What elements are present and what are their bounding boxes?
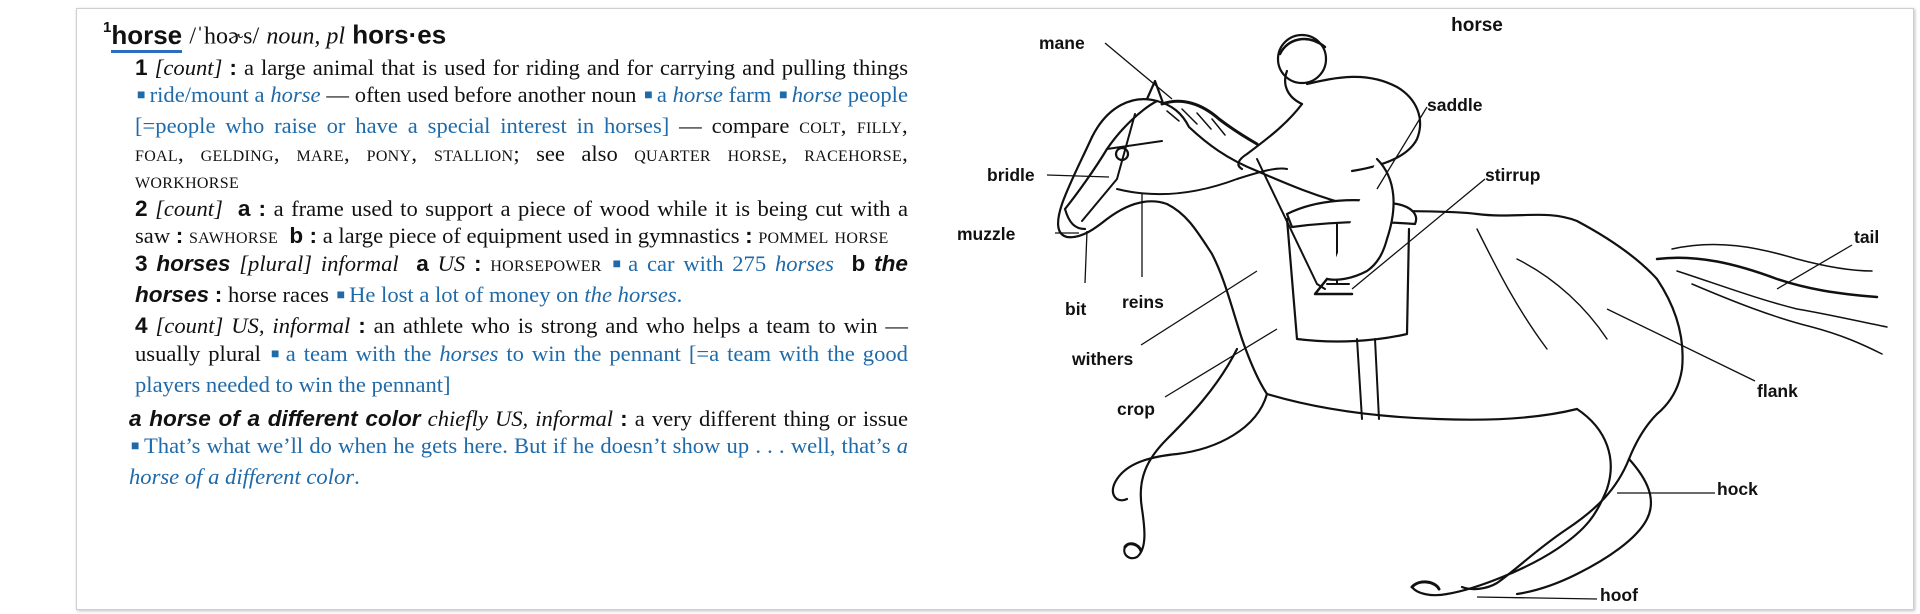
- label-withers: withers: [1072, 349, 1134, 369]
- cross-reference-link[interactable]: horsepower: [490, 250, 602, 276]
- grammar-label: [count]: [155, 313, 224, 339]
- label-reins: reins: [1122, 292, 1164, 312]
- horse-flank-lines: [1477, 229, 1607, 349]
- example-bullet-icon: ■: [131, 438, 140, 454]
- definition-text: a large piece of equipment used in gymnastics: [322, 223, 740, 249]
- example-text: a horse farm: [656, 82, 772, 108]
- saddle-girth: [1357, 339, 1379, 419]
- sense-4: 4 [count] US, informal : an athlete who is strong and who helps a team to win — usually plural ■ a team with the horses to win the pennant [=a team with the good players needed to win the pennant]: [135, 313, 909, 398]
- sense-number: 2: [135, 195, 148, 221]
- label-flank: flank: [1757, 381, 1798, 401]
- label-bit: bit: [1065, 299, 1087, 319]
- label-hoof: hoof: [1600, 585, 1638, 605]
- grammar-label: [count]: [155, 195, 223, 221]
- label-stirrup: stirrup: [1485, 165, 1541, 185]
- example-bullet-icon: ■: [336, 287, 346, 303]
- front-hoof: [1125, 544, 1141, 551]
- pronunciation: /ˈhoɚs/: [189, 23, 260, 50]
- headword[interactable]: horse: [111, 20, 182, 53]
- part-of-speech: noun, pl: [266, 23, 346, 50]
- horse-belly: [1267, 394, 1577, 420]
- dictionary-entry-card: [76, 8, 1914, 610]
- idiom-phrase: a horse of a different color: [129, 405, 421, 431]
- see-also-label: ; see also: [513, 140, 618, 166]
- horse-illustration-panel: [957, 9, 1912, 609]
- example-text: a car with 275 horses: [628, 250, 834, 276]
- leader-crop: [1165, 329, 1277, 397]
- horse-hind-leg-left: [1412, 409, 1611, 595]
- usage-label: chiefly US, informal: [427, 405, 614, 431]
- cross-reference-link[interactable]: sawhorse: [188, 223, 279, 249]
- definition-text: a frame used to support a piece of wood while it is being cut with a saw: [135, 195, 909, 249]
- cross-reference-link[interactable]: pommel horse: [758, 223, 889, 249]
- label-saddle: saddle: [1427, 95, 1483, 115]
- usage-note: — often used before another noun: [326, 82, 637, 108]
- definition-text: an athlete who is strong and who helps a team to win — usually plural: [135, 313, 909, 366]
- leader-hoof: [1477, 597, 1597, 599]
- label-mane: mane: [1039, 33, 1085, 53]
- jockey-arm: [1238, 104, 1302, 169]
- definition-text: a large animal that is used for riding and for carrying and pulling things: [243, 54, 909, 80]
- cross-reference-link[interactable]: quarter horse, racehorse, workhorse: [135, 140, 909, 194]
- cross-reference-link[interactable]: colt, filly, foal, gelding, mare, pony, stallion: [135, 113, 908, 166]
- sense-number: 4: [135, 313, 148, 339]
- usage-label: informal: [320, 250, 399, 276]
- horse-mouth: [1065, 209, 1085, 229]
- example-bullet-icon: ■: [137, 88, 146, 104]
- inflected-form: the horses: [135, 250, 908, 307]
- leader-tail: [1777, 245, 1852, 289]
- definition-text: horse races: [227, 281, 329, 307]
- example-bullet-icon: ■: [270, 346, 282, 362]
- example-text: horse people [=people who raise or have a special interest in horses]: [135, 82, 908, 139]
- label-crop: crop: [1117, 399, 1155, 419]
- example-text: a team with the horses to win the pennant [=a team with the good players needed to win the pennant]: [135, 340, 908, 398]
- leader-bit: [1085, 231, 1087, 283]
- leader-mane: [1105, 43, 1172, 99]
- example-bullet-icon: ■: [644, 88, 653, 104]
- compare-label: — compare: [679, 113, 790, 139]
- plural-form: hors·es: [352, 19, 447, 50]
- subsense-letter: b: [851, 250, 866, 276]
- label-bridle: bridle: [987, 165, 1035, 185]
- sense-number: 1: [135, 54, 148, 80]
- tail-hair-strokes: [1672, 244, 1887, 354]
- leader-bridle: [1047, 175, 1109, 177]
- definition-text: a very different thing or issue: [634, 405, 909, 431]
- region-label: US: [437, 250, 466, 276]
- sense-2: 2 [count] a : a frame used to support a piece of wood while it is being cut with a saw : sawhorse b : a large piece of equipment used in gymnastics : pommel horse: [135, 195, 909, 249]
- idiom-entry: a horse of a different color chiefly US, informal : a very different thing or issue ■ That’s what we’ll do when he gets here. But if he doesn’t show up . . . well, that’s a horse of a different color.: [129, 405, 909, 490]
- horse-reins: [1117, 168, 1287, 194]
- horse-tail: [1657, 258, 1877, 297]
- example-bullet-icon: ■: [612, 256, 625, 272]
- sense-3: 3 horses [plural] informal a US : horsepower ■ a car with 275 horses b the horses : horse races ■ He lost a lot of money on the horses.: [135, 250, 908, 307]
- entry-header: [103, 15, 908, 52]
- example-bullet-icon: ■: [779, 88, 788, 104]
- example-text: ride/mount a horse: [149, 82, 321, 108]
- horse-mane: [1162, 101, 1257, 144]
- definition-column: [103, 15, 908, 491]
- mane-hair-strokes: [1167, 109, 1225, 135]
- jockey-torso: [1307, 77, 1420, 171]
- hind-hoof: [1412, 582, 1439, 589]
- label-leader-lines: [1047, 43, 1852, 599]
- label-muzzle: muzzle: [957, 224, 1016, 244]
- sense-number: 3: [135, 250, 148, 276]
- label-hock: hock: [1717, 479, 1758, 499]
- example-text: That’s what we’ll do when he gets here. But if he doesn’t show up . . . well, that’s a horse of a different color.: [129, 432, 908, 490]
- illustration-title: horse: [1451, 15, 1503, 36]
- subsense-letter: a: [416, 250, 429, 276]
- homograph-number: 1: [103, 19, 112, 36]
- grammar-label: [count]: [154, 54, 223, 80]
- example-text: He lost a lot of money on the horses.: [349, 281, 683, 307]
- subsense-letter: b :: [289, 223, 318, 249]
- subsense-letter: a :: [237, 195, 267, 221]
- label-tail: tail: [1854, 227, 1880, 247]
- grammar-label: [plural]: [239, 250, 313, 276]
- inflected-form: horses: [156, 250, 231, 276]
- usage-label: US, informal: [231, 313, 351, 339]
- sense-1: 1 [count] : a large animal that is used for riding and for carrying and pulling things ■ ride/mount a horse — often used before another noun ■ a horse farm ■ horse people [=people who raise or have a special interest in horses] — compare colt, filly, foal, gelding, mare, pony, stallion; see also quarter horse, racehorse, workhorse: [135, 54, 909, 194]
